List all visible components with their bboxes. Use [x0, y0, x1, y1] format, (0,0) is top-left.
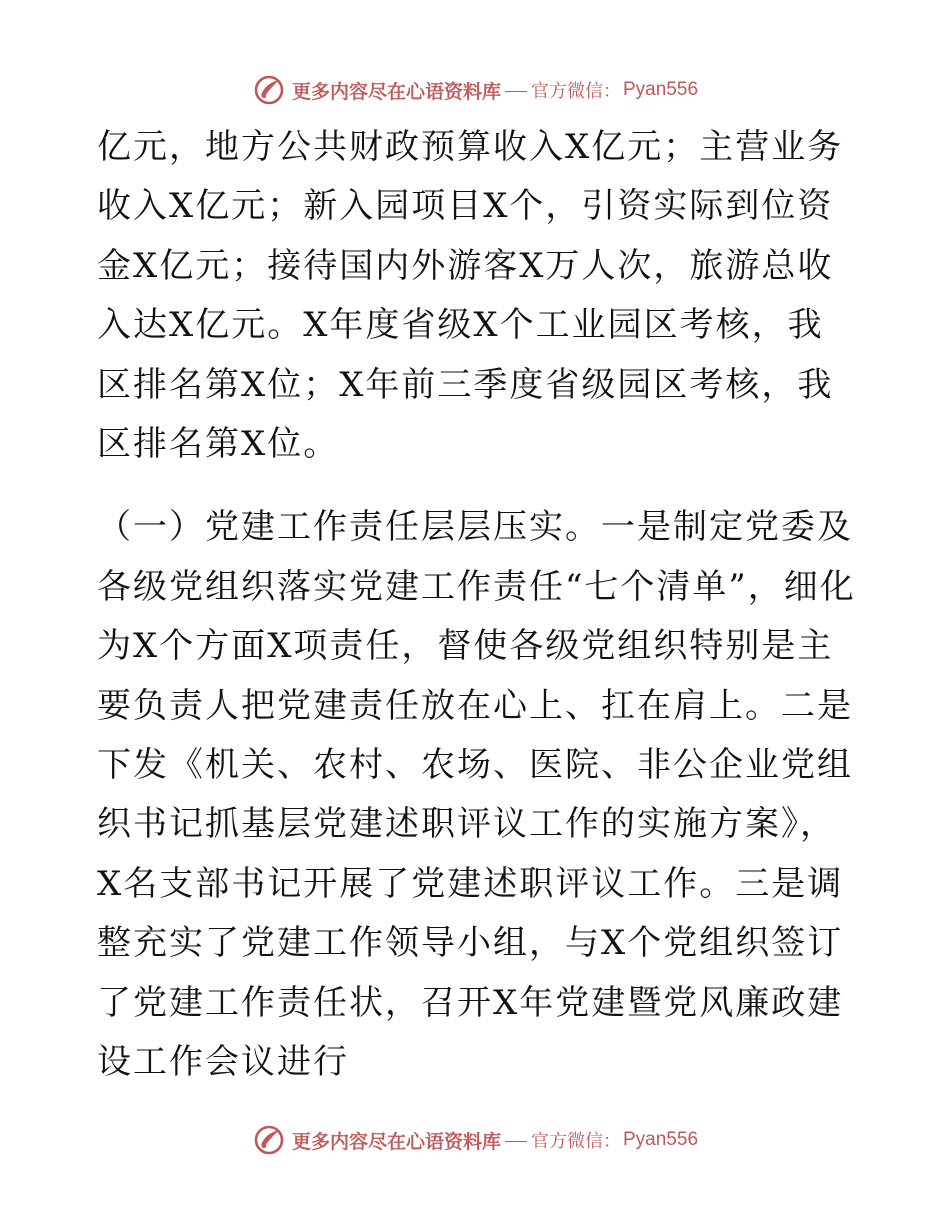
paragraph-2: （一）党建工作责任层层压实。一是制定党委及各级党组织落实党建工作责任“七个清单”，细化为X个方面X项责任，督使各级党组织特别是主要负责人把党建责任放在心上、扛在肩上。二是下发《机关、农村、农场、医院、非公企业党组织书记抓基层党建述职评议工作的实施方案》，X名支部书记开展了党建述职评议工作。三是调整充实了党建工作领导小组，与X个党组织签订了党建工作责任状，召开X年党建暨党风廉政建设工作会议进行 — [97, 507, 856, 1083]
document-body — [97, 118, 857, 1093]
watermark-brand: 更多内容尽在心语资料库 — [291, 1130, 501, 1153]
header-watermark — [0, 68, 950, 112]
watermark-separator — [505, 1141, 527, 1142]
footer-watermark — [0, 1118, 950, 1162]
watermark-account: Pyan556 — [623, 1129, 699, 1150]
paragraph-1: 亿元，地方公共财政预算收入X亿元；主营业务收入X亿元；新入园项目X个，引资实际到位资金X亿元；接待国内外游客X万人次，旅游总收入达X亿元。X年度省级X个工业园区考核，我区排名第X位；X年前三季度省级园区考核，我区排名第X位。 — [97, 127, 844, 465]
ink-brush-circle-icon — [252, 73, 286, 107]
watermark-subtitle: 官方微信： — [531, 1131, 621, 1152]
watermark-brand: 更多内容尽在心语资料库 — [291, 80, 501, 103]
watermark-separator — [505, 91, 527, 92]
watermark-account: Pyan556 — [623, 79, 699, 100]
watermark-subtitle: 官方微信： — [531, 81, 621, 102]
ink-brush-circle-icon — [252, 1123, 286, 1157]
